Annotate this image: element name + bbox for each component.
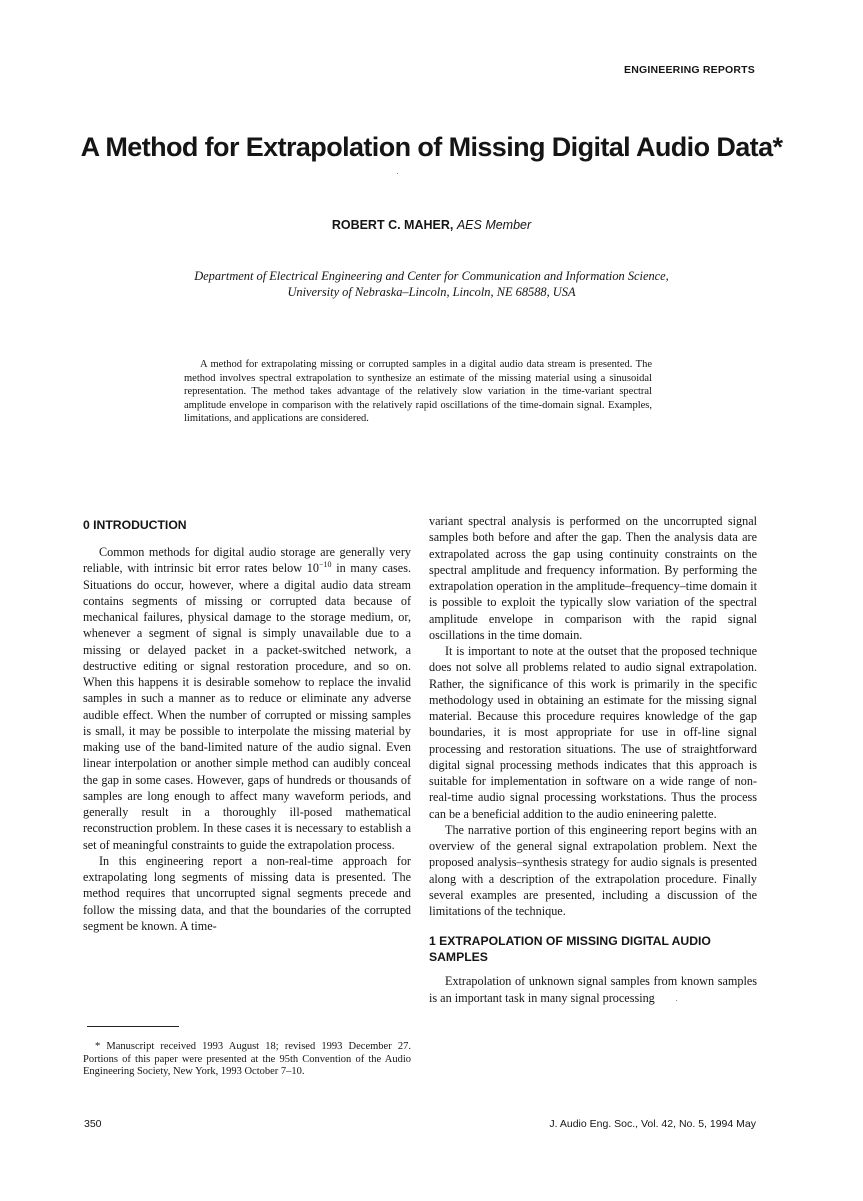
right-column	[429, 513, 757, 1006]
paragraph	[83, 544, 411, 853]
affiliation	[60, 268, 803, 300]
exponent: −10	[318, 560, 332, 570]
left-column	[83, 517, 411, 934]
paragraph: It is important to note at the outset that the proposed technique does not solve all problems related to audio signal extrapolation. Rather, the significance of this work is primarily in the specific methodology used in obtaining an estimate for the missing signal material. Because this procedure requires knowledge of the gap boundaries, it is most appropriate for use in off-line signal processing and restoration situations. The use of straightforward digital signal processing methods indicates that this approach is suitable for implementation in software on a wide range of non-real-time audio signal processing workstations. Thus the process can be a beneficial addition to the audio enineering palette.	[429, 644, 757, 821]
affiliation-line-2: University of Nebraska–Lincoln, Lincoln, NE 68588, USA	[287, 285, 576, 299]
footnote: * Manuscript received 1993 August 18; revised 1993 December 27. Portions of this paper were presented at the 95th Convention of the Audio Engineering Society, New York, 1993 October 7–10.	[83, 1041, 411, 1077]
section-label: ENGINEERING REPORTS	[624, 64, 755, 76]
paragraph: The narrative portion of this engineering report begins with an overview of the general signal extrapolation problem. Next the proposed analysis–synthesis strategy for audio signals is presented along with a description of the extrapolation procedure. Finally several examples are presented, including a discussion of the limitations of the technique.	[429, 822, 757, 918]
author-name: ROBERT C. MAHER,	[331, 218, 454, 232]
section-heading-introduction: 0 INTRODUCTION	[83, 518, 187, 532]
journal-reference: J. Audio Eng. Soc., Vol. 42, No. 5, 1994 May	[549, 1118, 756, 1130]
paragraph-text: in many cases. Situations do occur, however, where a digital audio data stream contains segments of missing or corrupted data because of mechanical failures, physical damage to the storage medium, or, whenever a segment of signal is simply unavailable due to a missing or delayed packet in a packet-switched network, a destructive editing or signal restoration procedure, and so on. When this happens it is desirable somehow to replace the invalid samples in such a manner as to reduce or eliminate any adverse audible effect. When the number of corrupted or missing samples is small, it may be possible to interpolate the missing material by making use of the band-limited nature of the audio signal. Even linear interpolation or another simple method can audibly conceal the gap in some cases. However, gaps of hundreds or thousands of samples are long enough to affect many waveform periods, and generally result in a thoroughly ill-posed mathematical reconstruction problem. In these cases it is necessary to establish a set of meaningful constraints to guide the extrapolation process.	[83, 561, 412, 852]
speck-mark	[397, 173, 398, 174]
speck-mark	[676, 1000, 677, 1001]
page-number: 350	[84, 1118, 102, 1130]
paragraph: In this engineering report a non-real-time approach for extrapolating long segments of missing data is presented. The method requires that uncorrupted signal segments precede and follow the missing data, and that the boundaries of the corrupted segment be known. A time-	[83, 853, 411, 933]
author-membership: AES Member	[456, 218, 532, 232]
paragraph: Extrapolation of unknown signal samples from known samples is an important task in many signal processing	[429, 974, 757, 1005]
affiliation-line-1: Department of Electrical Engineering and Center for Communication and Information Science,	[194, 269, 669, 283]
section-heading-extrapolation: 1 EXTRAPOLATION OF MISSING DIGITAL AUDIO SAMPLES	[429, 934, 711, 965]
author-line	[0, 218, 863, 232]
abstract: A method for extrapolating missing or corrupted samples in a digital audio data stream is presented. The method involves spectral extrapolation to synthesize an estimate of the missing material using a sinusoidal representation. The method takes advantage of the relatively slow variation in the time-variant spectral amplitude envelope in comparison with the relatively rapid oscillations of the time-domain signal. Examples, limitations, and applications are considered.	[184, 359, 652, 425]
footnote-rule	[87, 1026, 179, 1027]
page-title: A Method for Extrapolation of Missing Digital Audio Data*	[80, 132, 783, 162]
paragraph-text: Common methods for digital audio storage are generally very reliable, with intrinsic bit error rates below 10	[83, 545, 411, 576]
paragraph: variant spectral analysis is performed on the uncorrupted signal samples both before and after the gap. Then the analysis data are extrapolated across the gap using continuity constraints on the spectral amplitude and frequency information. By performing the extrapolation operation in the amplitude–frequency–time domain it is possible to exploit the typically slow variation of the spectral amplitude envelope in comparison with the rapid signal oscillations in the time domain.	[429, 514, 757, 642]
